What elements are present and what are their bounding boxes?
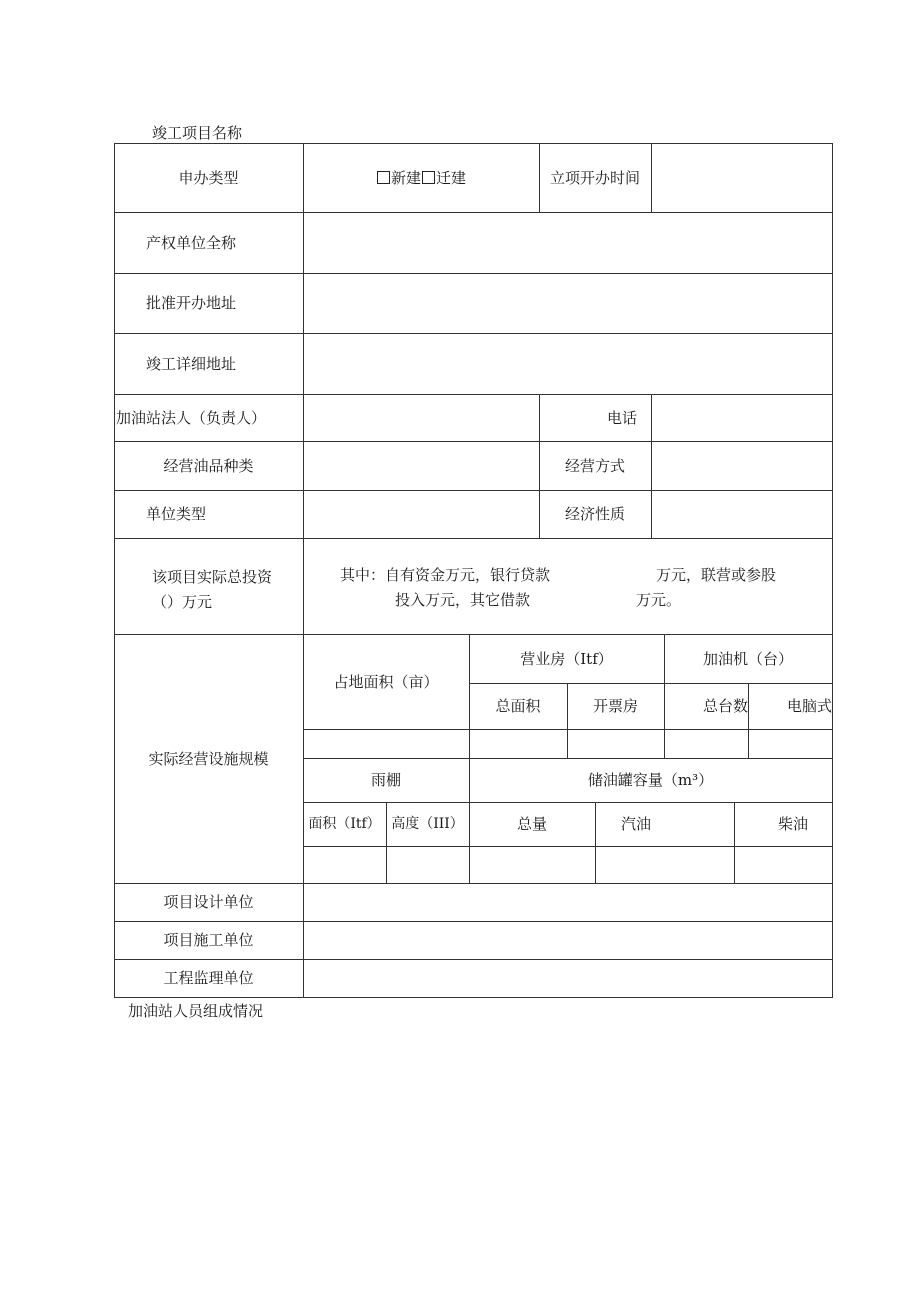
land-area-field[interactable] [304, 730, 469, 758]
footer-caption: 加油站人员组成情况 [128, 1002, 264, 1020]
gasoline-field[interactable] [596, 847, 734, 883]
canopy-height-field[interactable] [387, 847, 469, 883]
operation-mode-field[interactable] [652, 442, 832, 490]
design-unit-label: 项目设计单位 [163, 893, 254, 911]
approved-address-field[interactable] [304, 274, 832, 333]
owner-field[interactable] [304, 213, 832, 273]
detail-address-label: 竣工详细地址 [146, 354, 237, 373]
new-build-checkbox[interactable] [377, 171, 390, 184]
diesel-header: 柴油 [777, 815, 808, 833]
canopy-height-header: 高度（III） [391, 816, 464, 832]
oil-types-label: 经营油品种类 [163, 456, 254, 475]
approved-address-label: 批准开办地址 [146, 294, 237, 312]
business-room-header: 营业房（Itf） [520, 649, 613, 668]
form-title: 竣工项目名称 [152, 124, 243, 142]
diesel-field[interactable] [735, 847, 832, 883]
relocate-label: 迁建 [436, 168, 467, 187]
investment-text-1a: 其中：自有资金万元，银行贷款 [340, 566, 551, 584]
investment-text-1b: 万元，联营或参股 [656, 566, 777, 584]
land-area-header: 占地面积（亩） [333, 672, 439, 691]
ticket-room-header: 开票房 [592, 697, 638, 715]
total-units-field[interactable] [665, 730, 748, 758]
relocate-checkbox[interactable] [422, 171, 435, 184]
dispenser-header: 加油机（台） [702, 649, 793, 668]
supervision-unit-label: 工程监理单位 [163, 969, 254, 987]
detail-address-field[interactable] [304, 334, 832, 394]
supervision-unit-field[interactable] [304, 960, 832, 997]
canopy-header: 雨棚 [370, 771, 401, 789]
investment-text-2b: 万元。 [636, 591, 682, 609]
phone-field[interactable] [652, 395, 832, 441]
oil-types-field[interactable] [304, 442, 539, 490]
computer-type-field[interactable] [749, 730, 832, 758]
phone-label: 电话 [606, 408, 637, 427]
start-time-label: 立项开办时间 [549, 168, 640, 187]
apply-type-label: 申办类型 [178, 168, 239, 187]
computer-type-header: 电脑式 [786, 697, 832, 715]
total-volume-field[interactable] [470, 847, 595, 883]
design-unit-field[interactable] [304, 884, 832, 921]
apply-type-options [303, 143, 539, 212]
total-units-header: 总台数 [702, 697, 748, 715]
owner-label: 产权单位全称 [146, 233, 237, 252]
canopy-area-header: 面积（Itf） [308, 816, 381, 832]
economic-nature-field[interactable] [652, 491, 832, 538]
start-time-field[interactable] [652, 144, 832, 212]
ticket-room-field[interactable] [568, 730, 664, 758]
investment-text-2a: 投入万元，其它借款 [395, 591, 531, 609]
gasoline-header: 汽油 [621, 815, 652, 833]
legal-person-label: 加油站法人（负责人） [116, 408, 267, 427]
operation-mode-label: 经营方式 [564, 456, 625, 475]
tank-capacity-header: 储油罐容量（m³） [587, 771, 714, 789]
total-area-field[interactable] [470, 730, 567, 758]
new-build-label: 新建 [390, 168, 421, 187]
total-volume-header: 总量 [516, 815, 547, 833]
economic-nature-label: 经济性质 [564, 505, 625, 523]
unit-type-label: 单位类型 [146, 505, 207, 523]
canopy-area-field[interactable] [304, 847, 386, 883]
legal-person-field[interactable] [304, 395, 539, 441]
unit-type-field[interactable] [304, 491, 539, 538]
total-area-header: 总面积 [495, 697, 541, 715]
investment-label-line1: 该项目实际总投资 [152, 568, 273, 586]
facility-scale-label: 实际经营设施规模 [148, 749, 269, 768]
construction-unit-label: 项目施工单位 [163, 931, 254, 949]
construction-unit-field[interactable] [304, 922, 832, 959]
investment-label-line2: （）万元 [152, 593, 213, 611]
